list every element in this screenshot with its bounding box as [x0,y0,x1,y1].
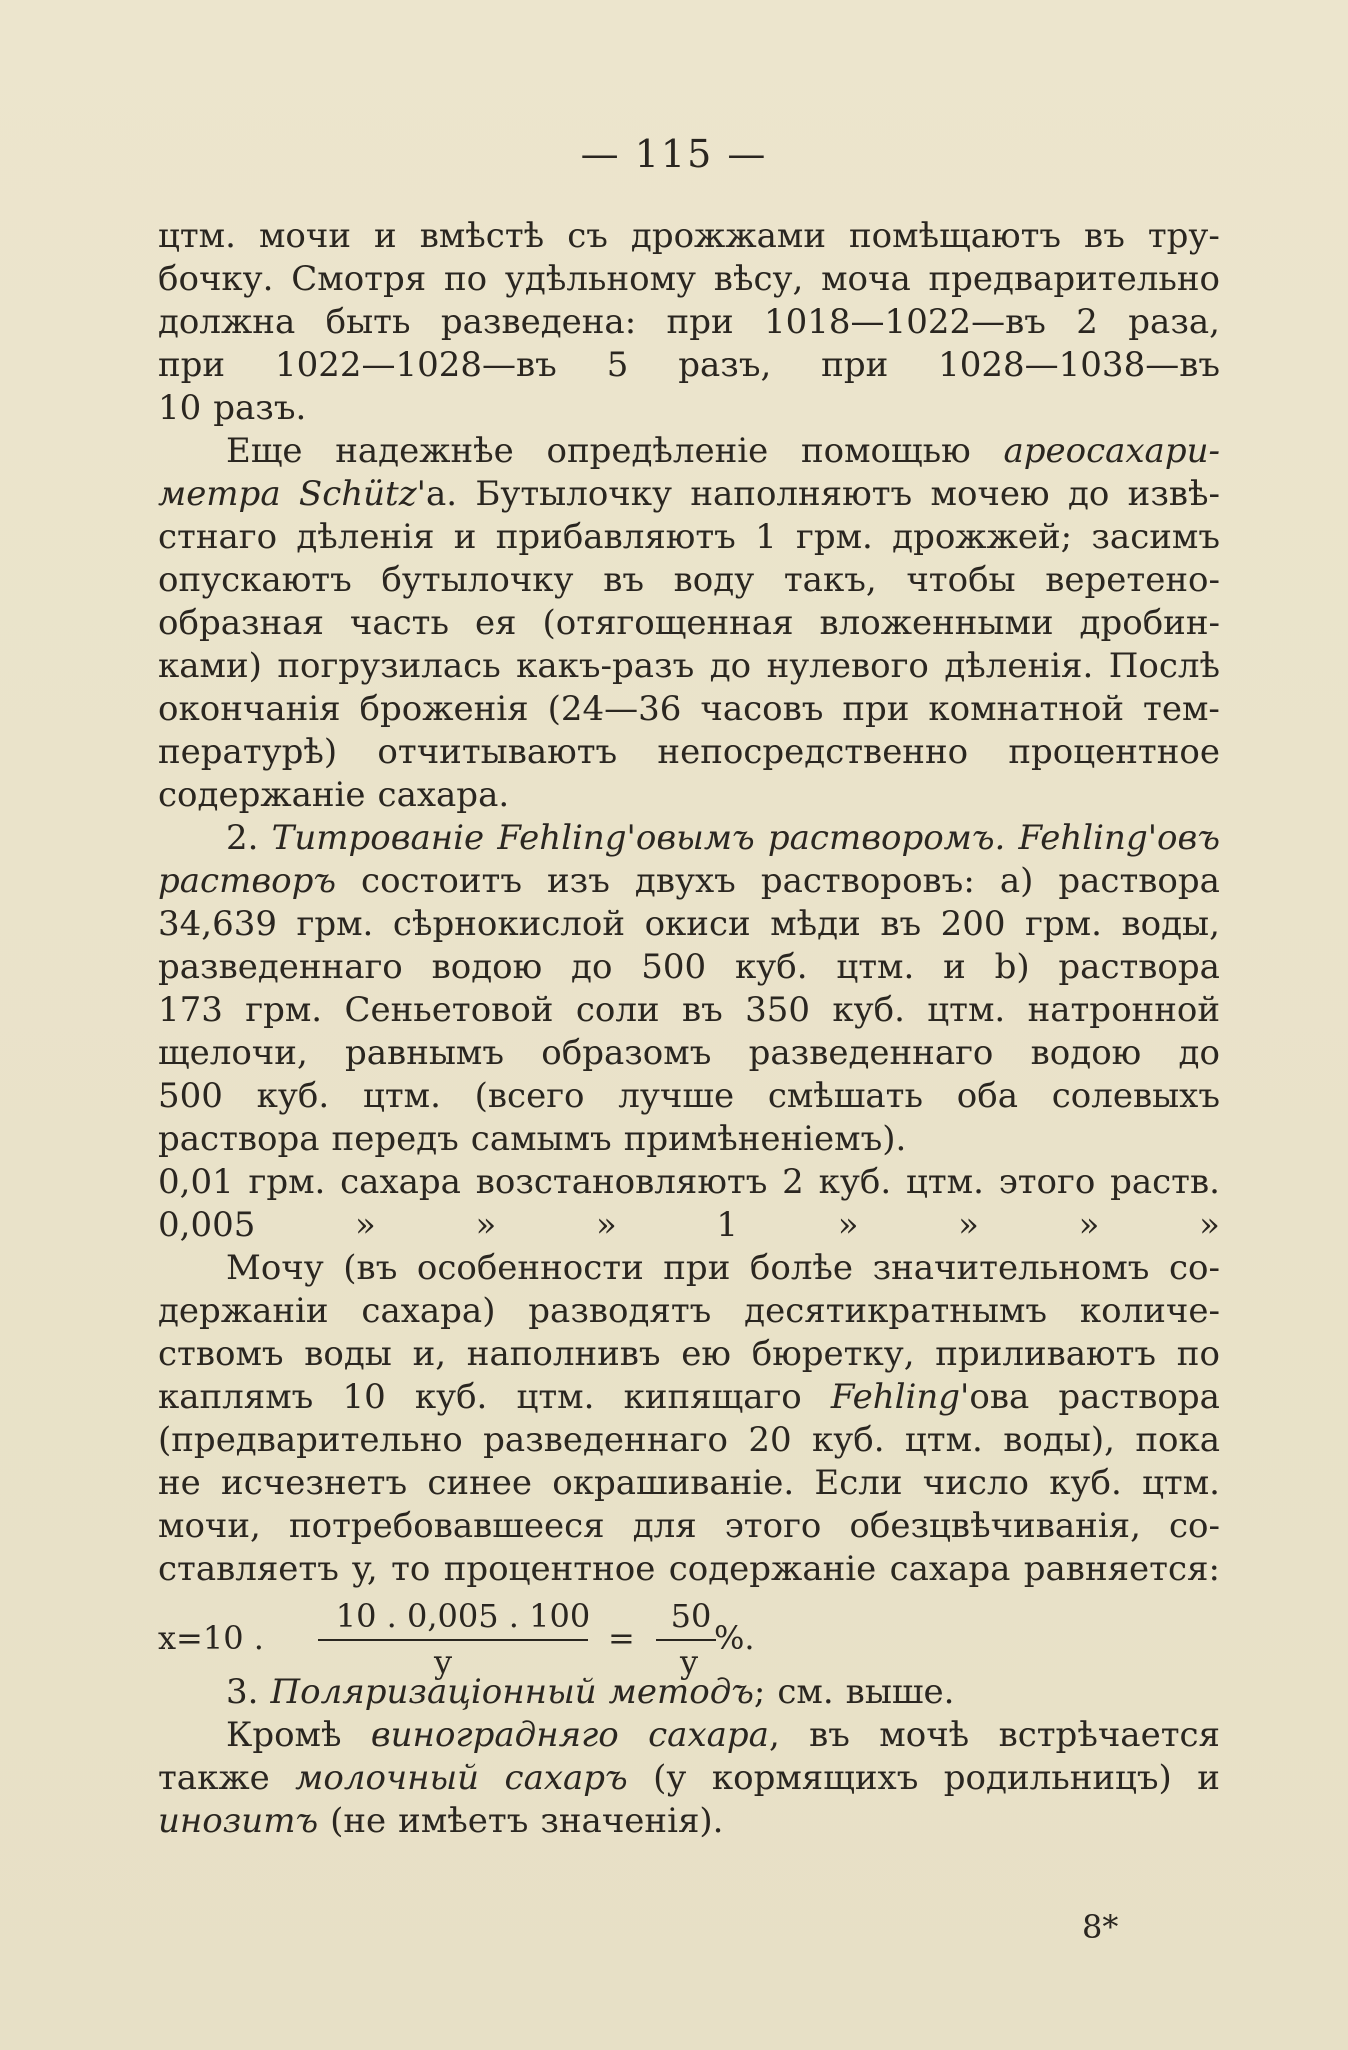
text-line [158,1032,1220,1075]
word: дробин- [1079,603,1220,643]
word: 350 [745,990,810,1030]
text-line [158,516,1220,559]
word: вѣсу, [713,259,804,299]
word: цтм. [158,216,236,256]
word: воды, [1121,904,1220,944]
word: примѣненіемъ). [623,1119,907,1159]
word: тем- [1143,689,1220,729]
word: натронной [1027,990,1220,1030]
word: сахара [340,1162,461,1202]
word: 2 [782,1162,804,1202]
word: раствора [1058,861,1220,901]
word: раств. [1110,1162,1220,1202]
text-line [158,602,1220,645]
word: веретено- [1045,560,1220,600]
word: a) [999,861,1034,901]
text-line [158,860,1220,903]
word: 0,01 [158,1162,234,1202]
word: помѣщаютъ [849,216,1062,256]
word: Титрованіе [271,818,485,858]
word: (отягощенная [542,603,794,643]
text-line [158,1800,1220,1843]
word: бюретку, [751,1334,915,1374]
paragraphs-after-formula [158,1671,1220,1843]
word: Бутылочку [475,474,673,514]
word: лучше [618,1076,735,1116]
signature-mark: 8* [1082,1908,1119,1946]
text-line [158,387,1220,430]
word: грм. [796,517,873,557]
word: моча [821,259,911,299]
text-line [158,645,1220,688]
word: держаніи [158,1291,329,1331]
word: куб. [734,947,808,987]
word: окиси [644,904,751,944]
text-line [158,731,1220,774]
word: сахара, [648,1715,780,1755]
word: 1022—1028—въ [274,345,557,385]
formula-numerator-1: 10 . 0,005 . 100 [335,1597,591,1635]
word: Schütz'а. [298,474,458,514]
word: 0,005 [158,1205,256,1245]
word: цтм. [516,1377,595,1417]
word: куб. [832,990,905,1030]
word: потребовавшееся [288,1506,605,1546]
word: комнатной [928,689,1125,729]
word: чтобы [906,560,1016,600]
text-line [158,1714,1220,1757]
word: куб. [818,1162,892,1202]
word: и [453,517,477,557]
word: до [1178,1033,1220,1073]
word: молочный [295,1758,480,1798]
word: передъ [331,1119,459,1159]
word: 2 [1076,302,1098,342]
word: разведеннаго [748,1033,994,1073]
word: до [1067,474,1110,514]
word: куб. [414,1377,488,1417]
word: наполнивъ [466,1334,661,1374]
word: воды), [1003,1420,1115,1460]
word: дрожжей; [892,517,1073,557]
word: дѣленія. [944,646,1094,686]
word: тру- [1147,216,1220,256]
word: Fehling'ова [830,1377,1030,1417]
text-line [158,430,1220,473]
word: также [158,1758,270,1798]
fraction-bar-1 [318,1639,588,1641]
text-line [158,1505,1220,1548]
word: для [632,1506,697,1546]
word: цтм. [1142,1463,1220,1503]
word: количе- [1079,1291,1220,1331]
word: и [1197,1758,1220,1798]
word: куб. [811,1420,885,1460]
word: засимъ [1091,517,1220,557]
word: процентное [443,1549,656,1589]
word: 10 [158,388,202,428]
word: сахара [889,1549,1011,1589]
word: опускаютъ [158,560,352,600]
word: приливаютъ [935,1334,1157,1374]
word: мочею [930,474,1050,514]
word: 1 [755,517,777,557]
word: часовъ [700,689,824,729]
word: окончанія [158,689,341,729]
word: разведена: [440,302,637,342]
word: ставляетъ [158,1549,339,1589]
word: Смотря [291,259,427,299]
word: болѣе [749,1248,854,1288]
word: прибавляютъ [495,517,736,557]
word: дрожжами [630,216,826,256]
word: » [595,1205,617,1245]
text-line [158,817,1220,860]
text-line [158,1118,1220,1161]
word: процентное [1008,732,1220,772]
word: раза, [1128,302,1220,342]
word: изъ [547,861,610,901]
word: въ [603,560,644,600]
text-line [158,903,1220,946]
word: » [837,1205,859,1245]
word: до [571,947,613,987]
word: со- [1169,1506,1220,1546]
word: образомъ [541,1033,712,1073]
word: синее [427,1463,532,1503]
word: дѣленія [296,517,435,557]
word: цтм. [905,1162,984,1202]
text-line [158,1376,1220,1419]
word: » [355,1205,376,1245]
word: въ [681,990,723,1030]
word: родильницъ) [943,1758,1172,1798]
word: растворовъ: [760,861,975,901]
word: (у [653,1758,687,1798]
word: b) [994,947,1030,987]
word: вложенными [819,603,1054,643]
word: раствора [158,1119,320,1159]
word: ками) [158,646,262,686]
formula-numerator-2: 50 [670,1597,712,1635]
word: » [475,1205,497,1245]
word: воды [304,1334,392,1374]
word: по [443,259,488,299]
text-line [158,301,1220,344]
word: каплямъ [158,1377,314,1417]
word: содержаніе [158,775,366,815]
word: равнымъ [345,1033,504,1073]
word: инозитъ [158,1801,319,1841]
word: содержаніе [668,1549,877,1589]
word: 10 [342,1377,386,1417]
word: (не [330,1801,387,1841]
word: пока [1135,1420,1220,1460]
word: 5 [606,345,629,385]
word: растворъ [158,861,337,901]
word: возстановляютъ [475,1162,768,1202]
word: не [158,1463,201,1503]
word: равняется: [1023,1549,1220,1589]
word: (24—36 [547,689,682,729]
word: со- [1168,1248,1220,1288]
word: разводятъ [528,1291,712,1331]
text-line [158,473,1220,516]
word: окрашиваніе. [552,1463,795,1503]
word: » [958,1205,979,1245]
word: образная [158,603,324,643]
formula [158,1595,1220,1681]
word: сахаръ [504,1758,628,1798]
word: при [158,345,226,385]
text-line [158,1247,1220,1290]
word: наполняютъ [690,474,913,514]
word: должна [158,302,296,342]
word: 3. [226,1672,259,1712]
word: водою [431,947,543,987]
formula-denominator-2: y [680,1643,699,1681]
text-line [158,1419,1220,1462]
word: предварительно [928,259,1220,299]
word: Сеньетовой [344,990,554,1030]
word: и [943,947,966,987]
word: (всего [474,1076,585,1116]
word: самымъ [470,1119,612,1159]
text-line [158,989,1220,1032]
text-line [158,1757,1220,1800]
word: сѣрнокислой [392,904,626,944]
word: нулевого [766,646,929,686]
word: куб. [256,1076,330,1116]
word: такъ, [783,560,877,600]
word: ареосахари- [1003,431,1220,471]
word: ея [474,603,517,643]
word: » [1199,1205,1220,1245]
word: Еще [226,431,303,471]
text-line [158,1290,1220,1333]
word: быть [325,302,411,342]
word: 1018—1022—въ [764,302,1046,342]
word: исчезнетъ [221,1463,408,1503]
word: растворомъ. [767,818,1006,858]
word: грм. [1025,904,1102,944]
word: » [1078,1205,1100,1245]
word: см. [777,1672,834,1712]
word: двухъ [634,861,736,901]
word: этого [998,1162,1096,1202]
word: до [709,646,752,686]
word: при [663,1248,731,1288]
word: грм. [296,904,374,944]
text-line [158,946,1220,989]
word: 2. [226,818,259,858]
word: раствора [1058,1377,1220,1417]
word: броженія [359,689,529,729]
word: встрѣчается [998,1715,1220,1755]
word: особенности [416,1248,644,1288]
formula-denominator-1: y [434,1643,453,1681]
word: метра [158,474,281,514]
word: при [842,689,910,729]
word: этого [724,1506,822,1546]
word: разъ. [213,388,307,428]
word: щелочи, [158,1033,308,1073]
word: непосредственно [657,732,969,772]
word: Fehling'овъ [1018,818,1220,858]
text-line [158,215,1220,258]
word: стнаго [158,517,278,557]
word: извѣ- [1127,474,1220,514]
word: вмѣстѣ [419,216,545,256]
word: по [1176,1334,1220,1374]
word: пературѣ) [158,732,338,772]
word: мочи, [158,1506,261,1546]
word: имѣетъ [398,1801,529,1841]
word: въ [809,1715,850,1755]
word: ею [681,1334,731,1374]
word: бочку. [158,259,274,299]
word: Fehling'овымъ [497,818,755,858]
word: въ [1084,216,1125,256]
word: оба [956,1076,1018,1116]
word: съ [567,216,608,256]
word: 200 [940,904,1006,944]
text-line [158,688,1220,731]
word: то [391,1549,431,1589]
text-line [158,1204,1220,1247]
word: отчитываютъ [377,732,618,772]
formula-equals: = [608,1619,635,1657]
word: Поляризаціонный [270,1672,597,1712]
word: 173 [158,990,223,1030]
word: Если [814,1463,903,1503]
word: грм. [245,990,323,1030]
word: въ [880,904,922,944]
word: состоитъ [361,861,522,901]
word: водою [1030,1033,1142,1073]
word: Кромѣ [226,1715,342,1755]
word: (предварительно [158,1420,463,1460]
word: раствора [1058,947,1220,987]
page-number: — 115 — [580,132,768,176]
text-line [158,1161,1220,1204]
text-line [158,1333,1220,1376]
word: мѣди [770,904,861,944]
word: 1 [716,1205,739,1245]
text-line [158,1075,1220,1118]
word: смѣшать [767,1076,924,1116]
word: цтм. [927,990,1006,1030]
body-text [158,215,1220,1843]
word: выше. [845,1672,955,1712]
word: мочи [258,216,352,256]
word: какъ-разъ [516,646,695,686]
word: соли [575,990,660,1030]
text-line [158,559,1220,602]
word: кипящаго [623,1377,802,1417]
word: виноградняго [370,1715,619,1755]
word: удѣльному [504,259,697,299]
word: грм. [248,1162,326,1202]
word: Послѣ [1108,646,1220,686]
word: воду [673,560,755,600]
text-line [158,774,1220,817]
word: часть [349,603,449,643]
word: значенія). [540,1801,724,1841]
word: 34,639 [158,904,277,944]
formula-lhs: x=10 . [158,1619,264,1657]
word: цтм. [904,1420,983,1460]
word: (въ [343,1248,398,1288]
word: и [374,216,397,256]
word: y, [352,1549,378,1589]
word: сахара. [377,775,510,815]
word: цтм. [362,1076,441,1116]
word: надежнѣе [335,431,514,471]
text-line [158,344,1220,387]
word: 500 [641,947,707,987]
formula-percent: %. [714,1619,755,1657]
word: опредѣленіе [546,431,769,471]
word: разведеннаго [158,947,403,987]
word: обезцвѣчиванія, [849,1506,1141,1546]
word: мочѣ [879,1715,970,1755]
word: 500 [158,1076,223,1116]
word: сахара) [361,1291,496,1331]
text-line [158,1462,1220,1505]
word: число [922,1463,1030,1503]
word: методъ; [608,1672,766,1712]
word: помощью [800,431,971,471]
word: разведеннаго [483,1420,728,1460]
word: при [821,345,889,385]
text-line [158,258,1220,301]
word: 1028—1038—въ [938,345,1220,385]
text-line [158,1548,1220,1591]
word: кормящихъ [711,1758,919,1798]
word: бутылочку [381,560,574,600]
word: десятикратнымъ [744,1291,1048,1331]
word: разъ, [678,345,772,385]
word: погрузилась [277,646,501,686]
word: Мочу [226,1248,324,1288]
word: и, [412,1334,447,1374]
word: при [666,302,734,342]
word: значительномъ [872,1248,1150,1288]
word: 20 [748,1420,792,1460]
paragraphs-before-formula [158,215,1220,1591]
word: куб. [1049,1463,1122,1503]
word: цтм. [836,947,915,987]
word: ствомъ [158,1334,284,1374]
word: солевыхъ [1051,1076,1220,1116]
